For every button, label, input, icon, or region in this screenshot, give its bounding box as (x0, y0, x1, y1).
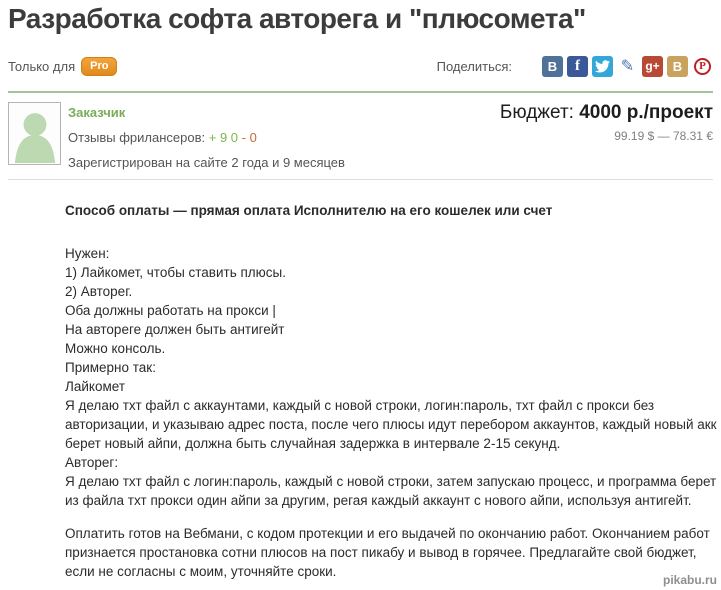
description-lines (65, 244, 717, 510)
payment-method-note: Способ оплаты — прямая оплата Исполнителю на его кошелек или счет (65, 203, 553, 218)
client-info-section (8, 93, 713, 179)
body-line: если не согласны с моим, уточняйте сроки. (65, 564, 337, 579)
body-line: Оплатить готов на Вебмани, с кодом протекции и его выдачей по окончанию работ. Окончанием работ (65, 526, 710, 541)
reviews-positive: + 9 0 (208, 130, 239, 145)
facebook-share-icon[interactable]: f (567, 56, 588, 77)
body-line: признается простановка сотни плюсов на пост пикабу и вывод в горячее. Предлагайте свой бюджет, (65, 545, 697, 560)
body-line: 1) Лайкомет, чтобы ставить плюсы. (65, 265, 287, 280)
body-line: Примерно так: (65, 360, 156, 375)
page-title: Разработка софта авторега и "плюсомета" (8, 3, 586, 34)
only-for-pro (8, 57, 117, 76)
body-line: Авторег: (65, 455, 119, 470)
body-line: На автореге должен быть антигейт (65, 322, 285, 337)
google-plus-share-icon[interactable]: g+ (642, 56, 663, 77)
client-avatar[interactable] (8, 102, 61, 165)
body-line: Нужен: (65, 246, 110, 261)
share-bar (437, 56, 713, 77)
only-for-label: Только для (8, 58, 76, 74)
budget-label: Бюджет: (499, 102, 574, 123)
pinterest-glyph: P (694, 58, 711, 75)
closing-lines (65, 524, 710, 581)
twitter-share-icon[interactable] (592, 56, 613, 77)
body-line: авторизации, и указываю адрес поста, после чего плюсы идут перебором аккаунтов, каждый новый акк (65, 417, 717, 432)
body-line: Лайкомет (65, 379, 125, 394)
reviews-label: Отзывы фрилансеров: (68, 130, 206, 145)
client-registered: Зарегистрирован на сайте 2 года и 9 месяцев (68, 155, 345, 170)
client-role-link[interactable]: Заказчик (68, 105, 126, 120)
budget-main (500, 102, 713, 124)
body-line: Я делаю тхт файл с аккаунтами, каждый с новой строки, логин:пароль, тхт файл с прокси без (65, 398, 655, 413)
body-line: берет новый айпи, должна быть случайная задержка в интервале 2-15 секунд. (65, 436, 561, 451)
budget-block (500, 102, 713, 143)
project-page (0, 2, 721, 581)
project-description (8, 180, 717, 581)
vk-share-icon[interactable]: В (542, 56, 563, 77)
body-line: из файла тхт прокси один айпи за другим, регая каждый аккаунт с нового айпи, используя антигейт. (65, 493, 692, 508)
pikabu-watermark: pikabu.ru (662, 573, 717, 587)
budget-value: 4000 р./проект (579, 102, 713, 123)
person-silhouette-icon (13, 109, 57, 163)
body-line: Оба должны работать на прокси | (65, 303, 276, 318)
share-label: Поделиться: (436, 58, 512, 74)
reviews-negative: - 0 (241, 130, 257, 145)
body-line: 2) Авторег. (65, 284, 133, 299)
budget-converted: 99.19 $ — 78.31 € (614, 129, 713, 143)
blogger-share-icon[interactable]: B (667, 56, 688, 77)
pro-badge[interactable]: Pro (81, 57, 117, 76)
livejournal-pencil-share-icon[interactable]: ✎ (617, 56, 638, 77)
pinterest-share-icon[interactable] (692, 56, 713, 77)
body-line: Можно консоль. (65, 341, 166, 356)
meta-row (8, 54, 713, 78)
body-line: Я делаю тхт файл с логин:пароль, каждый с новой строки, затем запускаю процесс, и программа берет (65, 474, 717, 489)
